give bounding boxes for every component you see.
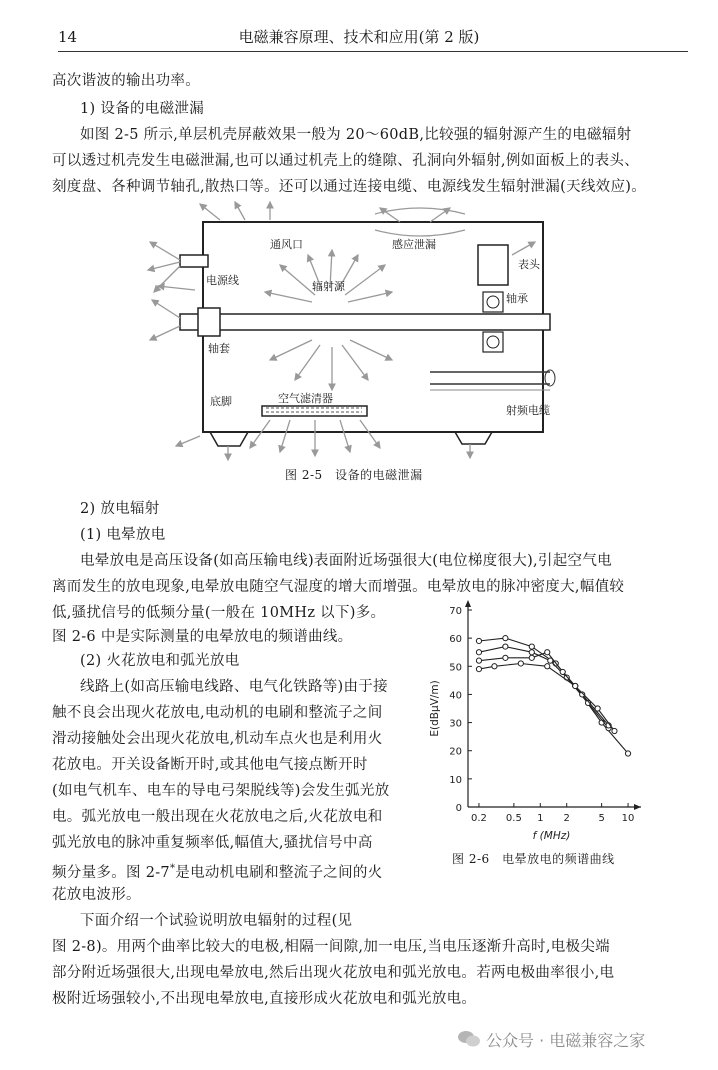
- body-line: 花放电波形。: [52, 887, 141, 903]
- body-line: 图 2-8)。用两个曲率比较大的电极,相隔一间隙,加一电压,当电压逐渐升高时,电极尖端: [52, 939, 610, 955]
- label-sleeve: 轴套: [208, 342, 230, 355]
- body-line: 滑动接触处会出现火花放电,机动车点火也是利用火: [52, 731, 383, 747]
- x-tick-label: 1: [537, 813, 544, 824]
- foot-left: [210, 432, 248, 446]
- data-point: [476, 638, 481, 643]
- body-line: 电。弧光放电一般出现在火花放电之后,火花放电和: [52, 809, 383, 825]
- text-run: 是电动机电刷和整流子之间的火: [175, 864, 383, 881]
- watermark-text: 公众号 · 电磁兼容之家: [486, 1031, 646, 1050]
- meter-block: [478, 245, 508, 285]
- body-line: 花放电。开关设备断开时,或其他电气接点断开时: [52, 757, 368, 773]
- y-tick-label: 50: [449, 662, 462, 674]
- x-tick-label: 5: [598, 813, 605, 824]
- body-line: (如电气机车、电车的导电弓架脱线等)会发生弧光放: [52, 783, 390, 799]
- y-tick-label: 60: [449, 634, 462, 646]
- subheading-corona: (1) 电晕放电: [80, 527, 166, 543]
- foot-right: [455, 432, 492, 444]
- label-bearing: 轴承: [506, 292, 528, 305]
- subheading-spark-arc: (2) 火花放电和弧光放电: [80, 653, 240, 669]
- body-line: 低,骚扰信号的低频分量(一般在 10MHz 以下)多。: [52, 605, 386, 621]
- body-line: 高次谐波的输出功率。: [52, 73, 200, 89]
- label-power-cord: 电源线: [206, 274, 239, 287]
- section-heading-equipment: 1) 设备的电磁泄漏: [80, 101, 204, 117]
- figure-corona-spectrum-chart: [420, 595, 650, 845]
- data-point: [476, 667, 481, 672]
- x-tick-label: 10: [621, 813, 635, 824]
- y-axis-label: E(dBμV/m): [429, 680, 441, 737]
- data-point: [545, 650, 550, 655]
- series-line: [479, 638, 628, 753]
- running-header-title: 电磁兼容原理、技术和应用(第 2 版): [238, 28, 480, 46]
- wechat-icon: [458, 1030, 480, 1048]
- body-line: 弧光放电的脉冲重复频率低,幅值大,骚扰信号中高: [52, 835, 373, 851]
- section-heading-discharge: 2) 放电辐射: [80, 501, 160, 517]
- label-air-filter: 空气滤清器: [278, 392, 333, 405]
- body-line: 极附近场强较小,不出现电晕放电,直接形成火花放电和弧光放电。: [52, 991, 477, 1007]
- label-foot: 底脚: [210, 395, 232, 408]
- data-point: [529, 650, 534, 655]
- data-point: [545, 664, 550, 669]
- x-axis-label: f (MHz): [532, 830, 571, 842]
- y-tick-label: 0: [455, 803, 462, 814]
- data-point: [560, 669, 565, 674]
- body-line: 部分附近场强很大,出现电晕放电,然后出现火花放电和弧光放电。若两电极曲率很小,电: [52, 965, 615, 981]
- body-line: 图 2-6 中是实际测量的电晕放电的频谱曲线。: [52, 629, 353, 645]
- data-point: [492, 664, 497, 669]
- page-number: 14: [58, 28, 78, 46]
- data-point: [529, 644, 534, 649]
- y-tick-label: 70: [449, 606, 462, 617]
- label-vent: 通风口: [270, 238, 303, 251]
- series-line: [479, 664, 615, 732]
- x-axis-arrow: [634, 804, 641, 810]
- power-cord-plug: [180, 255, 208, 267]
- data-point: [518, 661, 523, 666]
- data-point: [476, 650, 481, 655]
- y-tick-label: 20: [449, 746, 462, 758]
- data-point: [612, 728, 617, 733]
- data-point: [503, 655, 508, 660]
- body-line: 离而发生的放电现象,电晕放电随空气湿度的增大而增强。电晕放电的脉冲密度大,幅值较: [52, 579, 625, 595]
- data-point: [573, 683, 578, 688]
- x-tick-label: 0.5: [505, 813, 522, 824]
- shaft-sleeve: [198, 308, 220, 336]
- body-line: 触不良会出现火花放电,电动机的电刷和整流子之间: [52, 705, 383, 721]
- data-point: [625, 751, 630, 756]
- figure-equipment-leakage: [140, 200, 580, 462]
- y-tick-label: 40: [449, 690, 462, 702]
- y-axis-arrow: [465, 600, 471, 607]
- body-line: 线路上(如高压输电线路、电气化铁路等)由于接: [80, 679, 388, 695]
- body-line: 下面介绍一个试验说明放电辐射的过程(见: [80, 913, 353, 929]
- footnote-star: *: [169, 863, 176, 874]
- series-line: [479, 652, 609, 725]
- label-radiation-source: 辐射源: [312, 280, 345, 293]
- body-line: 刻度盘、各种调节轴孔,散热口等。还可以通过连接电缆、电源线发生辐射泄漏(天线效应)。: [52, 179, 647, 195]
- data-point: [503, 636, 508, 641]
- y-tick-label: 10: [449, 774, 462, 786]
- x-tick-label: 0.2: [471, 813, 487, 824]
- data-point: [476, 658, 481, 663]
- label-induction-leakage: 感应泄漏: [392, 238, 436, 251]
- header-rule: [58, 51, 688, 52]
- data-point: [503, 644, 508, 649]
- body-line: 如图 2-5 所示,单层机壳屏蔽效果一般为 20～60dB,比较强的辐射源产生的电磁辐射: [80, 127, 632, 143]
- figure-2-6-caption: 图 2-6 电晕放电的频谱曲线: [452, 852, 615, 866]
- x-tick-label: 2: [563, 813, 570, 824]
- shaft: [180, 314, 550, 330]
- data-point: [595, 706, 600, 711]
- y-tick-label: 30: [449, 718, 462, 730]
- data-point: [529, 655, 534, 660]
- figure-2-5-caption: 图 2-5 设备的电磁泄漏: [285, 468, 423, 482]
- label-rf-cable: 射频电缆: [506, 404, 550, 417]
- label-meter: 表头: [518, 258, 540, 271]
- body-line: 电晕放电是高压设备(如高压输电线)表面附近场强很大(电位梯度很大),引起空气电: [80, 553, 612, 569]
- text-run: 频分量多。图 2-7: [52, 864, 170, 881]
- body-line: 可以透过机壳发生电磁泄漏,也可以通过机壳上的缝隙、孔洞向外辐射,例如面板上的表头、: [52, 153, 640, 169]
